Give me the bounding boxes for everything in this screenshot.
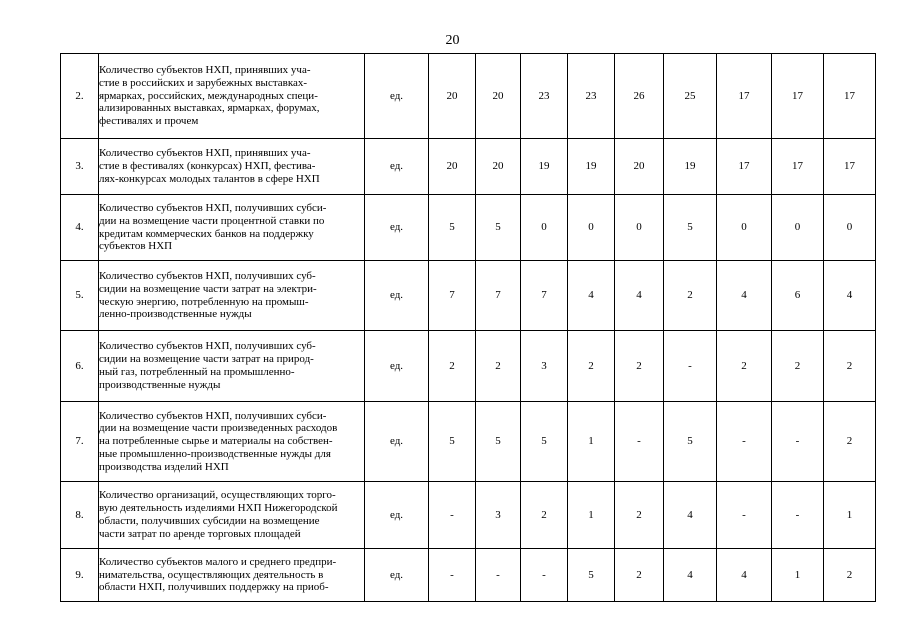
indicator-name-line: производственные нужды (99, 378, 221, 391)
value-cell: 5 (664, 195, 717, 261)
value-cell: 4 (717, 261, 772, 331)
value-cell: 5 (568, 549, 615, 602)
value-cell: 1 (568, 402, 615, 482)
value-cell: 0 (772, 195, 824, 261)
value-cell: 23 (568, 54, 615, 139)
value-cell: 19 (568, 139, 615, 195)
indicator-name-line: ализированных выставках, ярмарках, форумах, (99, 102, 320, 115)
table-row (61, 139, 876, 195)
indicator-name-line: ные промышленно-производственные нужды для (99, 447, 331, 460)
indicator-name-line: субъектов НХП (99, 240, 173, 253)
indicator-name-line: Количество субъектов НХП, получивших субси- (99, 409, 327, 422)
value-cell: 2 (772, 331, 824, 402)
indicator-name (99, 402, 365, 482)
value-cell: 2 (476, 331, 521, 402)
indicator-name-line: области, получивших субсидии на возмещение (99, 515, 320, 527)
indicator-name-line: ческую энергию, потребленную на промыш- (99, 295, 309, 308)
value-cell: 2 (615, 549, 664, 602)
value-cell: - (615, 402, 664, 482)
value-cell: 7 (521, 261, 568, 331)
value-cell: 3 (476, 482, 521, 549)
indicator-name-line: производства изделий НХП (99, 460, 229, 473)
value-cell: 1 (772, 549, 824, 602)
row-number: 6. (61, 331, 99, 402)
value-cell: 20 (429, 139, 476, 195)
value-cell: 2 (615, 482, 664, 549)
row-number: 4. (61, 195, 99, 261)
value-cell: 0 (717, 195, 772, 261)
indicator-name-line: кредитам коммерческих банков на поддержку (99, 227, 314, 240)
value-cell: 2 (429, 331, 476, 402)
value-cell: 17 (772, 139, 824, 195)
value-cell: 6 (772, 261, 824, 331)
value-cell: 0 (824, 195, 876, 261)
value-cell: 2 (824, 402, 876, 482)
value-cell: 7 (429, 261, 476, 331)
unit-cell: ед. (365, 331, 429, 402)
value-cell: 17 (824, 139, 876, 195)
indicator-name-line: стие в российских и зарубежных выставках- (99, 76, 308, 89)
value-cell: 5 (476, 195, 521, 261)
value-cell: 5 (476, 402, 521, 482)
indicator-name-line: на потребленные сырье и материалы на собствен- (99, 435, 333, 448)
unit-cell: ед. (365, 139, 429, 195)
indicator-name (99, 261, 365, 331)
value-cell: 17 (717, 139, 772, 195)
value-cell: 5 (429, 195, 476, 261)
value-cell: 2 (521, 482, 568, 549)
value-cell: 17 (717, 54, 772, 139)
indicator-name-line: области НХП, получивших поддержку на приоб- (99, 581, 329, 594)
value-cell: 2 (664, 261, 717, 331)
value-cell: - (664, 331, 717, 402)
row-number: 9. (61, 549, 99, 602)
table-row (61, 482, 876, 549)
table-row (61, 54, 876, 139)
indicator-name-line: лях-конкурсах молодых талантов в сфере НХП (99, 172, 320, 185)
table-body (61, 54, 876, 602)
indicator-name-line: сидии на возмещение части затрат на электри- (99, 282, 317, 295)
unit-cell: ед. (365, 261, 429, 331)
indicator-name-line: Количество субъектов малого и среднего предпри- (99, 555, 337, 568)
value-cell: - (521, 549, 568, 602)
value-cell: - (429, 482, 476, 549)
value-cell: 5 (664, 402, 717, 482)
indicator-name-line: Количество субъектов НХП, принявших уча- (99, 147, 311, 160)
indicator-name-line: Количество субъектов НХП, получивших субси- (99, 201, 327, 214)
value-cell: 2 (824, 331, 876, 402)
indicator-name (99, 482, 365, 549)
row-number: 5. (61, 261, 99, 331)
unit-cell: ед. (365, 54, 429, 139)
indicator-name-line: Количество субъектов НХП, получивших суб- (99, 340, 316, 353)
value-cell: - (772, 402, 824, 482)
value-cell: 4 (717, 549, 772, 602)
unit-cell: ед. (365, 482, 429, 549)
value-cell: 20 (429, 54, 476, 139)
indicator-name-line: сидии на возмещение части затрат на природ- (99, 353, 314, 366)
value-cell: 1 (568, 482, 615, 549)
unit-cell: ед. (365, 402, 429, 482)
indicators-table (60, 53, 876, 602)
value-cell: - (717, 402, 772, 482)
indicator-name (99, 549, 365, 602)
value-cell: - (476, 549, 521, 602)
indicator-name-line: нимательства, осуществляющих деятельность в (99, 568, 324, 581)
value-cell: - (429, 549, 476, 602)
value-cell: 2 (568, 331, 615, 402)
table-row (61, 549, 876, 602)
table-row (61, 402, 876, 482)
value-cell: 23 (521, 54, 568, 139)
value-cell: 5 (521, 402, 568, 482)
page-number: 20 (445, 33, 460, 48)
row-number: 2. (61, 54, 99, 139)
indicator-name-line: фестивалях и прочем (99, 115, 199, 128)
row-number: 8. (61, 482, 99, 549)
indicator-name-line: ный газ, потребленный на промышленно- (99, 366, 295, 378)
value-cell: 1 (824, 482, 876, 549)
value-cell: 17 (824, 54, 876, 139)
value-cell: - (717, 482, 772, 549)
value-cell: 2 (824, 549, 876, 602)
unit-cell: ед. (365, 195, 429, 261)
value-cell: 7 (476, 261, 521, 331)
indicator-name-line: Количество субъектов НХП, получивших суб- (99, 269, 316, 282)
value-cell: 5 (429, 402, 476, 482)
value-cell: 19 (664, 139, 717, 195)
value-cell: 0 (521, 195, 568, 261)
table-row (61, 331, 876, 402)
table-row (61, 261, 876, 331)
value-cell: 0 (568, 195, 615, 261)
indicator-name-line: дии на возмещение части произведенных расходов (99, 422, 338, 435)
indicator-name (99, 139, 365, 195)
value-cell: 0 (615, 195, 664, 261)
value-cell: 17 (772, 54, 824, 139)
value-cell: 25 (664, 54, 717, 139)
value-cell: 4 (664, 482, 717, 549)
indicator-name (99, 195, 365, 261)
indicator-name-line: стие в фестивалях (конкурсах) НХП, фестива- (99, 160, 316, 173)
indicator-name-line: ярмарках, российских, международных специ- (99, 89, 318, 102)
indicator-name-line: Количество субъектов НХП, принявших уча- (99, 64, 311, 76)
value-cell: 20 (476, 139, 521, 195)
value-cell: 3 (521, 331, 568, 402)
value-cell: 2 (717, 331, 772, 402)
value-cell: - (772, 482, 824, 549)
value-cell: 4 (568, 261, 615, 331)
row-number: 7. (61, 402, 99, 482)
indicator-name (99, 54, 365, 139)
value-cell: 2 (615, 331, 664, 402)
indicator-name-line: части затрат по аренде торговых площадей (99, 527, 301, 540)
indicator-name-line: ленно-производственные нужды (99, 308, 252, 321)
value-cell: 19 (521, 139, 568, 195)
table-row (61, 195, 876, 261)
unit-cell: ед. (365, 549, 429, 602)
row-number: 3. (61, 139, 99, 195)
indicator-name-line: дии на возмещение части процентной ставки по (99, 214, 325, 227)
value-cell: 26 (615, 54, 664, 139)
value-cell: 4 (664, 549, 717, 602)
value-cell: 20 (476, 54, 521, 139)
value-cell: 4 (615, 261, 664, 331)
value-cell: 4 (824, 261, 876, 331)
indicator-name-line: вую деятельность изделиями НХП Нижегородской (99, 502, 338, 515)
value-cell: 20 (615, 139, 664, 195)
indicator-name (99, 331, 365, 402)
indicator-name-line: Количество организаций, осуществляющих торго- (99, 489, 336, 502)
